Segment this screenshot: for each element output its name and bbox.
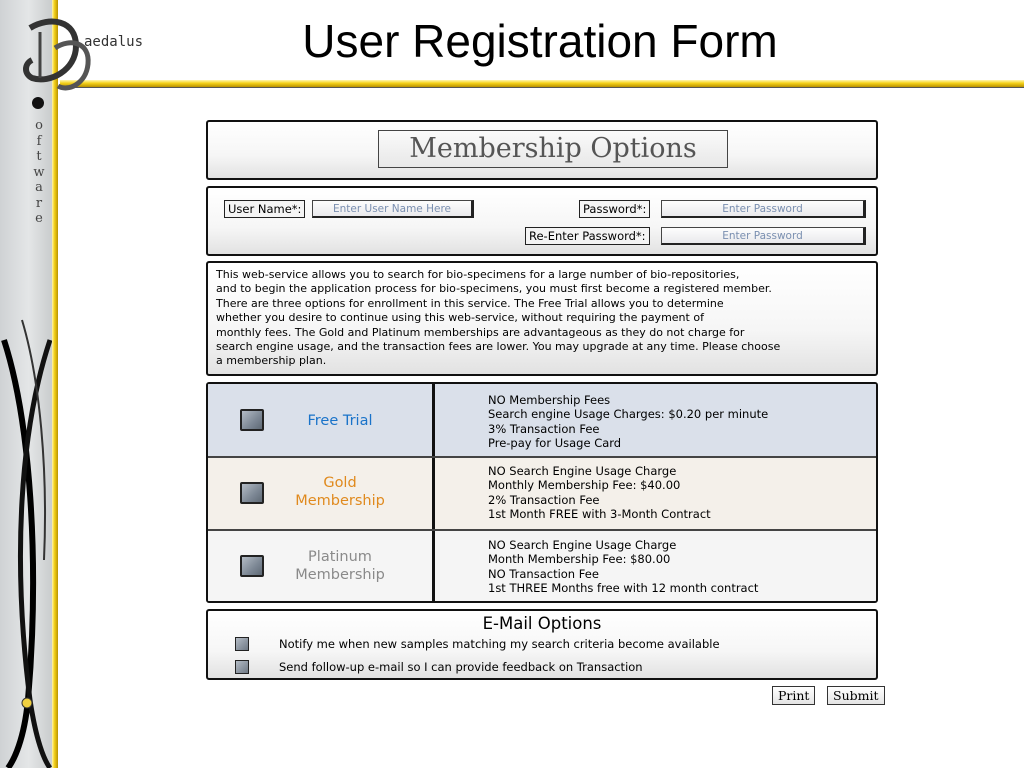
plan-features-platinum [488, 538, 758, 595]
free-trial-select-checkbox[interactable] [240, 409, 264, 431]
submit-button[interactable]: Submit [827, 686, 885, 705]
notify-new-samples-label: Notify me when new samples matching my search criteria become available [279, 637, 720, 651]
plan-features-gold [488, 464, 711, 521]
gold-vertical-rule [52, 0, 58, 768]
gold-select-checkbox[interactable] [240, 482, 264, 504]
username-label: User Name*: [224, 200, 305, 218]
gold-horizontal-rule [60, 80, 1024, 88]
plan-name-platinum: Platinum Membership [295, 549, 385, 583]
password-label: Password*: [579, 200, 650, 218]
logo-vertical-text: o f t w a r e [33, 118, 45, 226]
membership-header-panel [206, 120, 878, 180]
plan-feature: 1st THREE Months free with 12 month contract [488, 580, 759, 595]
plan-feature: 2% Transaction Fee [488, 492, 600, 507]
plan-feature: NO Search Engine Usage Charge [488, 464, 677, 478]
service-description: This web-service allows you to search for bio-specimens for a large number of bio-repositories, and to begin the application process for bio-specimens, you must first become a registered member. There are three options for enrollment in this service. The Free Trial allows you to determine whether you desire to continue using this web-service, without requiring the payment of monthly fees. The Gold and Platinum memberships are advantageous as they do not charge for search engine usage, and the transaction fees are lower. You may upgrade at any time. Please choose a membership plan. [216, 268, 781, 368]
plan-feature: Month Membership Fee: $80.00 [488, 552, 671, 567]
email-options-title: E-Mail Options [482, 614, 602, 633]
description-panel [206, 261, 878, 376]
plan-feature: Search engine Usage Charges: $0.20 per minute [488, 407, 769, 422]
password-input[interactable] [661, 200, 866, 218]
membership-options-title: Membership Options [378, 130, 728, 168]
daedalus-logo-icon [10, 8, 110, 98]
plan-name-gold: Gold Membership [295, 475, 385, 509]
notify-new-samples-checkbox[interactable] [235, 637, 249, 651]
credentials-panel [206, 186, 878, 256]
reenter-password-label: Re-Enter Password*: [525, 227, 650, 245]
platinum-select-checkbox[interactable] [240, 555, 264, 577]
feedback-email-label: Send follow-up e-mail so I can provide feedback on Transaction [279, 660, 643, 674]
plan-name-free-trial: Free Trial [307, 413, 373, 429]
logo-text: aedalus [84, 34, 144, 50]
plan-feature: NO Membership Fees [488, 393, 611, 407]
plan-feature: 3% Transaction Fee [488, 421, 600, 436]
ribbon-swirl-graphic [0, 0, 52, 768]
plan-cell-free-trial [208, 384, 435, 456]
username-input[interactable] [312, 200, 474, 218]
page-title: User Registration Form [302, 15, 778, 67]
plan-feature: NO Transaction Fee [488, 566, 599, 581]
plan-cell-gold [208, 458, 435, 529]
plan-cell-platinum [208, 531, 435, 601]
plan-feature: Pre-pay for Usage Card [488, 435, 622, 450]
decorative-sidebar [0, 0, 52, 768]
plan-feature: NO Search Engine Usage Charge [488, 538, 677, 552]
plan-row-gold [208, 458, 876, 531]
print-button[interactable]: Print [772, 686, 815, 705]
plan-row-free-trial [208, 384, 876, 458]
plan-row-platinum [208, 531, 876, 601]
plan-feature: 1st Month FREE with 3-Month Contract [488, 506, 711, 521]
plan-feature: Monthly Membership Fee: $40.00 [488, 478, 681, 493]
plan-features-free-trial [488, 393, 768, 450]
plans-panel [206, 382, 878, 603]
reenter-password-input[interactable] [661, 227, 866, 245]
feedback-email-checkbox[interactable] [235, 660, 249, 674]
email-options-panel [206, 609, 878, 680]
